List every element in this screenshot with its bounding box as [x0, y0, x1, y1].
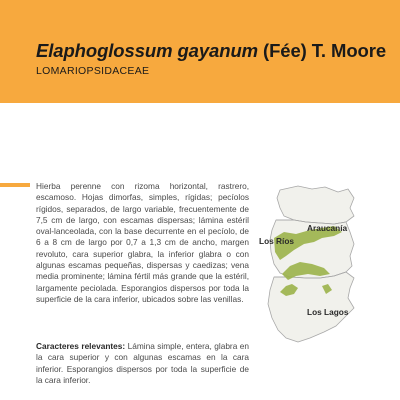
- region-map-svg: [250, 180, 400, 350]
- species-description: Hierba perenne con rizoma horizontal, rastrero, escamoso. Hojas dimorfas, simples, rígidas; pecíolos rígidos, separados, de largo variable, frecuentemente de 7,5 cm de largo, con escamas dispersas; lámina estéril oval-lanceolada, con la base decurrente en el pecíolo, de 6 a 8 cm de largo por 0,7 a 1,3 cm de ancho, margen revoluto, cara superior glabra, la inferior glabra o con algunas escamas pequeñas, dispersas y caedizas; vena media prominente; lámina fértil más grande que la estéril, largamente peciolada. Esporangios dispersos por toda la superficie de la cara inferior, ubicados sobre las venillas.: [36, 181, 249, 304]
- species-title: [36, 40, 386, 62]
- relevant-features-label: Caracteres relevantes:: [36, 341, 126, 351]
- map-label-araucania: Araucanía: [307, 223, 348, 233]
- section-accent-bar: [0, 183, 30, 187]
- araucania-region: [277, 186, 354, 224]
- relevant-features-text: Lámina simple, entera, glabra en la cara superior y con algunas escamas en la cara inferior. Esporangios dispersos por toda la superficie de la cara inferior.: [36, 341, 249, 385]
- species-author: (Fée) T. Moore: [258, 40, 387, 61]
- distribution-map: [250, 180, 400, 350]
- map-label-los-rios: Los Ríos: [259, 236, 295, 246]
- species-scientific-name: Elaphoglossum gayanum: [36, 40, 258, 61]
- map-label-los-lagos: Los Lagos: [307, 307, 349, 317]
- relevant-features: [36, 341, 249, 386]
- family-name: LOMARIOPSIDACEAE: [36, 65, 150, 77]
